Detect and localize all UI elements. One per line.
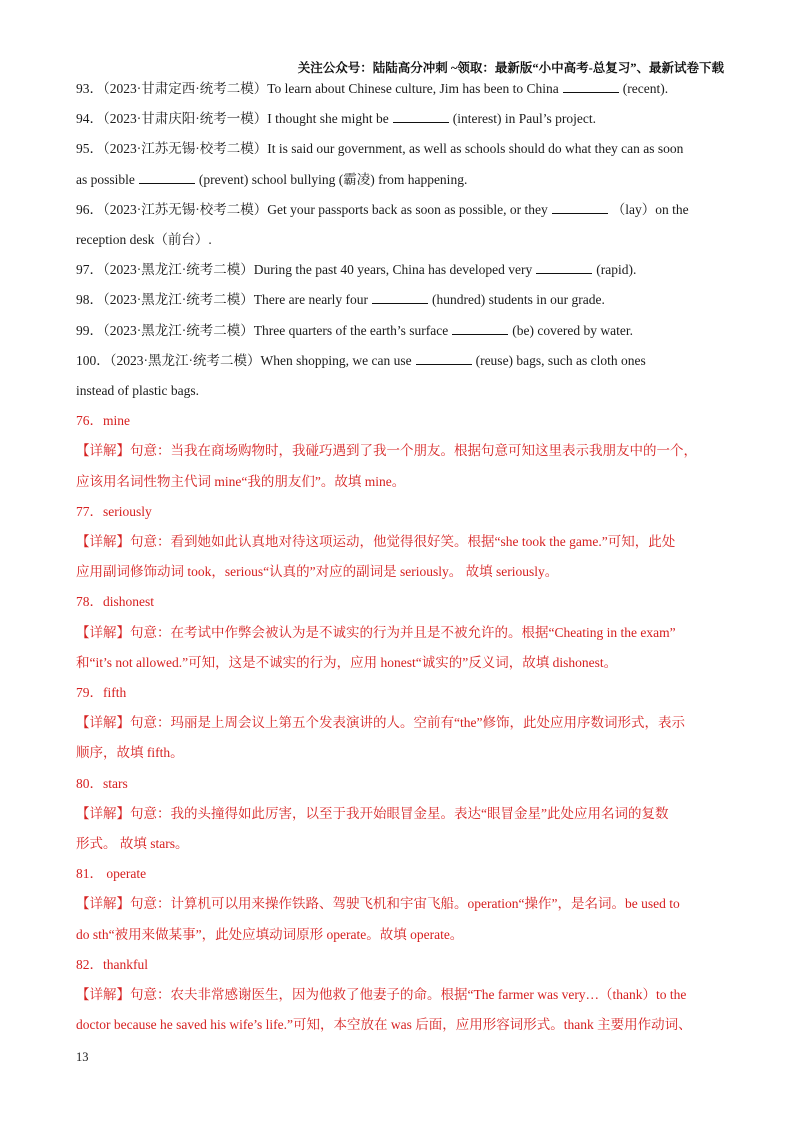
answer-explanation-line: 顺序，故填 fifth。 <box>76 745 184 761</box>
question-hint: (reuse) bags, such as cloth ones <box>475 352 646 368</box>
question-line <box>76 104 724 134</box>
question-hint: （lay）on the <box>611 201 689 217</box>
question-item <box>76 104 724 134</box>
answer-explanation-line: 【详解】句意：计算机可以用来操作铁路、驾驶飞机和宇宙飞船。operation“操作”，是名词。be used to <box>76 896 680 912</box>
question-text: 94．（2023·甘肃庆阳·统考一模）I thought she might be <box>76 111 389 127</box>
question-text: 100．（2023·黑龙江·统考二模）When shopping, we can use <box>76 352 412 368</box>
answer-explanation-line: do sth“被用来做某事”，此处应填动词原形 operate。故填 operate。 <box>76 926 464 942</box>
answer-explanation-line: 形式。 故填 stars。 <box>76 836 189 852</box>
answer-explanation-line: 【详解】句意：玛丽是上周会议上第五个发表演讲的人。空前有“the”修饰，此处应用序数词形式，表示 <box>76 715 685 731</box>
answer-explanation-line: 【详解】句意：在考试中作弊会被认为是不诚实的行为并且是不被允许的。根据“Cheating in the exam” <box>76 624 676 640</box>
answer-explanation-line: 【详解】句意：当我在商场购物时，我碰巧遇到了我一个朋友。根据句意可知这里表示我朋友中的一个， <box>76 443 697 459</box>
question-text: 95．（2023·江苏无锡·校考二模）It is said our government, as well as schools should do what they can as soon <box>76 141 684 157</box>
question-text: instead of plastic bags. <box>76 383 199 399</box>
answer-explanation-line: 和“it’s not allowed.”可知，这是不诚实的行为，应用 honest“诚实的”反义词，故填 dishonest。 <box>76 654 618 670</box>
answer-explanation-line: 【详解】句意：我的头撞得如此厉害，以至于我开始眼冒金星。表达“眼冒金星”此处应用名词的复数 <box>76 805 669 821</box>
question-hint: (interest) in Paul’s project. <box>452 111 596 127</box>
answer-explanation-line: 应该用名词性物主代词 mine“我的朋友们”。故填 mine。 <box>76 473 406 489</box>
question-hint: (be) covered by water. <box>512 322 633 338</box>
answer-blank[interactable] <box>552 201 608 214</box>
document-body <box>76 74 724 1041</box>
answers-section <box>76 406 724 1040</box>
question-line <box>76 346 724 376</box>
page-number: 13 <box>76 1050 89 1064</box>
question-line <box>76 225 724 255</box>
answer-heading: 76．mine <box>76 413 130 429</box>
question-hint: (prevent) school bullying (霸凌) from happening. <box>198 171 468 187</box>
question-line <box>76 376 724 406</box>
answer-heading: 79．fifth <box>76 685 127 701</box>
question-text: 99．（2023·黑龙江·统考二模）Three quarters of the earth’s surface <box>76 322 449 338</box>
question-line <box>76 285 724 315</box>
question-item <box>76 316 724 346</box>
answer-heading: 81． operate <box>76 866 147 882</box>
question-line <box>76 195 724 225</box>
answer-heading: 78．dishonest <box>76 594 155 610</box>
questions-section <box>76 74 724 406</box>
answer-blank[interactable] <box>393 110 449 123</box>
page-header: 关注公众号：陆陆高分冲刺 ~领取：最新版“小中高考-总复习”、最新试卷下载 <box>297 61 724 75</box>
question-line <box>76 255 724 285</box>
question-item <box>76 285 724 315</box>
answer-explanation-line: doctor because he saved his wife’s life.”可知，本空放在 was 后面，应用形容词形式。thank 主要用作动词、 <box>76 1017 692 1033</box>
question-item <box>76 255 724 285</box>
answer-blank[interactable] <box>563 80 619 93</box>
question-line <box>76 316 724 346</box>
answer-blank[interactable] <box>416 352 472 365</box>
question-item <box>76 195 724 255</box>
question-item <box>76 346 724 406</box>
question-hint: (hundred) students in our grade. <box>432 292 605 308</box>
question-text: 97．（2023·黑龙江·统考二模）During the past 40 years, China has developed very <box>76 262 533 278</box>
question-line <box>76 74 724 104</box>
answer-explanation-line: 应用副词修饰动词 took，serious“认真的”对应的副词是 seriously。 故填 seriously。 <box>76 564 559 580</box>
question-text: as possible <box>76 171 135 187</box>
answer-explanation-line: 【详解】句意：农夫非常感谢医生，因为他救了他妻子的命。根据“The farmer was very…（thank）to the <box>76 987 687 1003</box>
answer-blank[interactable] <box>372 291 428 304</box>
answer-heading: 77．seriously <box>76 503 152 519</box>
question-line <box>76 134 724 164</box>
answer-heading: 80．stars <box>76 775 128 791</box>
answer-blank[interactable] <box>536 261 592 274</box>
question-text: 93．（2023·甘肃定西·统考二模）To learn about Chinese culture, Jim has been to China <box>76 81 559 96</box>
answer-blank[interactable] <box>139 171 195 184</box>
question-item <box>76 134 724 194</box>
question-line <box>76 165 724 195</box>
question-hint: (recent). <box>622 81 669 96</box>
question-hint: (rapid). <box>596 262 637 278</box>
answer-heading: 82．thankful <box>76 956 148 972</box>
answer-explanation-line: 【详解】句意：看到她如此认真地对待这项运动，他觉得很好笑。根据“she took the game.”可知，此处 <box>76 534 676 550</box>
question-text: 96．（2023·江苏无锡·校考二模）Get your passports back as soon as possible, or they <box>76 201 548 217</box>
answer-blank[interactable] <box>452 322 508 335</box>
question-item <box>76 74 724 104</box>
question-text: 98．（2023·黑龙江·统考二模）There are nearly four <box>76 292 369 308</box>
question-text: reception desk（前台）. <box>76 232 212 248</box>
